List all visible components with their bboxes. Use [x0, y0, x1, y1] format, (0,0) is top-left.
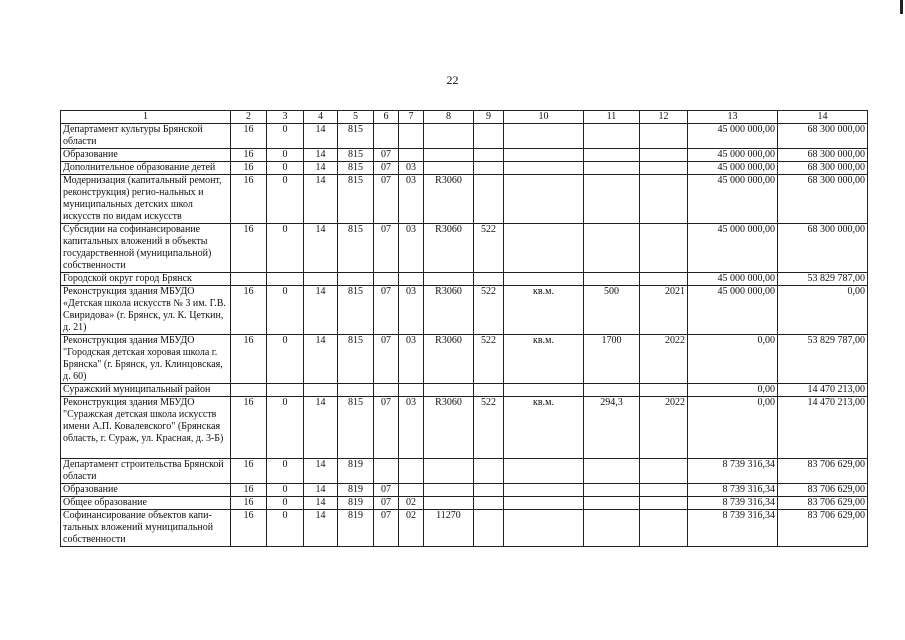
table-cell — [640, 162, 688, 175]
table-cell: 53 829 787,00 — [778, 335, 868, 384]
table-cell — [374, 384, 399, 397]
table-cell: 03 — [399, 335, 424, 384]
table-cell: 2021 — [640, 286, 688, 335]
table-cell — [399, 384, 424, 397]
table-cell — [474, 124, 504, 149]
table-cell — [474, 484, 504, 497]
table-row — [61, 162, 868, 175]
table-cell — [640, 273, 688, 286]
row-label-cell: Суражский муниципальный район — [61, 384, 231, 397]
table-cell: 815 — [338, 149, 374, 162]
table-cell: R3060 — [424, 397, 474, 459]
table-cell — [584, 162, 640, 175]
table-cell: 03 — [399, 162, 424, 175]
table-cell — [424, 273, 474, 286]
table-cell: 07 — [374, 510, 399, 547]
table-cell: 83 706 629,00 — [778, 510, 868, 547]
table-cell: 03 — [399, 397, 424, 459]
table-cell — [424, 459, 474, 484]
table-cell — [399, 459, 424, 484]
table-cell — [304, 273, 338, 286]
row-label-cell: Дополнительное образование детей — [61, 162, 231, 175]
table-row — [61, 286, 868, 335]
table-cell: 16 — [231, 162, 267, 175]
table-cell: 45 000 000,00 — [688, 273, 778, 286]
table-cell: 522 — [474, 397, 504, 459]
header-cell: 1 — [61, 111, 231, 124]
table-row — [61, 459, 868, 484]
table-cell — [640, 224, 688, 273]
table-cell: 0,00 — [778, 286, 868, 335]
table-cell — [504, 384, 584, 397]
header-cell: 10 — [504, 111, 584, 124]
table-cell: 0 — [267, 149, 304, 162]
table-cell: 819 — [338, 510, 374, 547]
table-cell: 03 — [399, 175, 424, 224]
table-cell: 07 — [374, 335, 399, 384]
table-cell: 14 — [304, 497, 338, 510]
table-cell: 815 — [338, 162, 374, 175]
header-cell: 14 — [778, 111, 868, 124]
table-cell — [399, 124, 424, 149]
table-cell — [267, 384, 304, 397]
table-cell: 16 — [231, 484, 267, 497]
table-cell — [584, 224, 640, 273]
table-row — [61, 273, 868, 286]
table-cell: 83 706 629,00 — [778, 484, 868, 497]
budget-table — [60, 110, 868, 547]
table-cell: 14 — [304, 459, 338, 484]
table-cell — [584, 459, 640, 484]
table-cell: 815 — [338, 224, 374, 273]
table-cell — [474, 149, 504, 162]
table-cell: 53 829 787,00 — [778, 273, 868, 286]
table-cell: 815 — [338, 124, 374, 149]
table-cell: 07 — [374, 286, 399, 335]
table-cell: 2022 — [640, 335, 688, 384]
table-cell: 0 — [267, 397, 304, 459]
table-cell — [231, 384, 267, 397]
table-cell — [584, 149, 640, 162]
row-label-cell: Общее образование — [61, 497, 231, 510]
table-cell — [504, 273, 584, 286]
table-cell — [640, 510, 688, 547]
table-cell — [374, 459, 399, 484]
table-cell: 0 — [267, 286, 304, 335]
table-cell: 68 300 000,00 — [778, 162, 868, 175]
header-cell: 8 — [424, 111, 474, 124]
table-cell — [504, 459, 584, 484]
row-label-cell: Образование — [61, 149, 231, 162]
table-cell — [584, 273, 640, 286]
table-cell: 815 — [338, 335, 374, 384]
table-cell: 16 — [231, 286, 267, 335]
table-cell: 07 — [374, 484, 399, 497]
table-cell: 815 — [338, 397, 374, 459]
table-row — [61, 384, 868, 397]
table-cell: кв.м. — [504, 286, 584, 335]
table-body — [61, 111, 868, 547]
table-cell: 16 — [231, 149, 267, 162]
table-cell: 45 000 000,00 — [688, 124, 778, 149]
table-cell: 02 — [399, 497, 424, 510]
table-cell: кв.м. — [504, 335, 584, 384]
row-label-cell: Образование — [61, 484, 231, 497]
row-label-cell: Софинансирование объектов капи-тальных вложений муниципальной собственности — [61, 510, 231, 547]
table-cell — [640, 497, 688, 510]
table-cell — [399, 273, 424, 286]
table-cell — [338, 273, 374, 286]
table-cell: 03 — [399, 224, 424, 273]
table-cell: 0,00 — [688, 397, 778, 459]
table-cell: 16 — [231, 497, 267, 510]
table-cell: 68 300 000,00 — [778, 175, 868, 224]
table-cell: 02 — [399, 510, 424, 547]
table-cell: 45 000 000,00 — [688, 224, 778, 273]
row-label-cell: Реконструкция здания МБУДО «Детская школа искусств № 3 им. Г.В. Свиридова» (г. Брянск, ул. К. Цеткин, д. 21) — [61, 286, 231, 335]
header-cell: 3 — [267, 111, 304, 124]
row-label-cell: Реконструкция здания МБУДО "Городская детская хоровая школа г. Брянска" (г. Брянск, ул. Клинцовская, д. 60) — [61, 335, 231, 384]
table-cell: 16 — [231, 459, 267, 484]
table-cell — [504, 175, 584, 224]
table-cell: 45 000 000,00 — [688, 162, 778, 175]
table-cell: 0 — [267, 124, 304, 149]
table-cell: 0 — [267, 224, 304, 273]
table-cell: 16 — [231, 224, 267, 273]
table-cell — [424, 124, 474, 149]
table-cell: 294,3 — [584, 397, 640, 459]
table-cell — [504, 124, 584, 149]
table-cell: 819 — [338, 484, 374, 497]
table-row — [61, 124, 868, 149]
table-cell: 14 — [304, 484, 338, 497]
row-label-cell: Департамент культуры Брянской области — [61, 124, 231, 149]
table-cell: 1700 — [584, 335, 640, 384]
table-cell — [640, 484, 688, 497]
table-cell — [424, 384, 474, 397]
table-cell: 03 — [399, 286, 424, 335]
table-cell — [584, 510, 640, 547]
table-row — [61, 175, 868, 224]
table-cell: 14 — [304, 175, 338, 224]
header-cell: 6 — [374, 111, 399, 124]
table-cell: 8 739 316,34 — [688, 510, 778, 547]
table-cell — [399, 149, 424, 162]
header-row — [61, 111, 868, 124]
table-cell — [474, 175, 504, 224]
table-cell — [374, 273, 399, 286]
table-cell: 0,00 — [688, 335, 778, 384]
table-row — [61, 510, 868, 547]
table-cell: 45 000 000,00 — [688, 286, 778, 335]
table-cell: 0 — [267, 497, 304, 510]
table-cell — [640, 175, 688, 224]
table-cell — [640, 459, 688, 484]
table-cell — [424, 149, 474, 162]
table-cell — [504, 162, 584, 175]
table-cell — [304, 384, 338, 397]
table-cell — [474, 273, 504, 286]
row-label-cell: Реконструкция здания МБУДО "Суражская детская школа искусств имени А.П. Ковалевского" (Брянская область, г. Сураж, ул. Красная, д. 3-Б) — [61, 397, 231, 459]
header-cell: 5 — [338, 111, 374, 124]
table-cell — [584, 384, 640, 397]
table-cell: 14 470 213,00 — [778, 384, 868, 397]
table-cell — [474, 384, 504, 397]
table-cell — [474, 459, 504, 484]
table-cell: 0 — [267, 162, 304, 175]
table-cell: R3060 — [424, 335, 474, 384]
table-cell: 14 — [304, 162, 338, 175]
table-cell: 16 — [231, 175, 267, 224]
table-cell: 500 — [584, 286, 640, 335]
table-cell: 8 739 316,34 — [688, 497, 778, 510]
table-cell: 68 300 000,00 — [778, 224, 868, 273]
table-cell — [584, 175, 640, 224]
table-cell — [374, 124, 399, 149]
table-cell: 2022 — [640, 397, 688, 459]
table-cell: 07 — [374, 162, 399, 175]
table-cell: 11270 — [424, 510, 474, 547]
row-label-cell: Модернизация (капитальный ремонт, реконструкция) регио-нальных и муниципальных детских школ искусств по видам искусств — [61, 175, 231, 224]
row-label-cell: Департамент строительства Брянской области — [61, 459, 231, 484]
table-cell — [267, 273, 304, 286]
table-cell: 83 706 629,00 — [778, 459, 868, 484]
table-row — [61, 149, 868, 162]
table-cell: 0 — [267, 175, 304, 224]
edge-mark — [900, 0, 903, 14]
table-cell: 07 — [374, 175, 399, 224]
table-cell — [399, 484, 424, 497]
table-cell: 14 470 213,00 — [778, 397, 868, 459]
table-cell: R3060 — [424, 224, 474, 273]
table-cell — [504, 149, 584, 162]
table-cell: 819 — [338, 497, 374, 510]
table-cell: 0,00 — [688, 384, 778, 397]
page-number: 22 — [446, 73, 459, 87]
table-cell — [584, 484, 640, 497]
table-row — [61, 224, 868, 273]
table-cell: 68 300 000,00 — [778, 124, 868, 149]
table-cell: 14 — [304, 286, 338, 335]
table-cell — [504, 484, 584, 497]
table-cell — [474, 162, 504, 175]
table-row — [61, 335, 868, 384]
table-cell — [504, 224, 584, 273]
table-cell — [504, 497, 584, 510]
table-cell: 16 — [231, 335, 267, 384]
table-cell — [474, 497, 504, 510]
table-cell — [424, 484, 474, 497]
table-row — [61, 397, 868, 459]
table-cell: 07 — [374, 149, 399, 162]
table-cell: 815 — [338, 175, 374, 224]
table-cell: R3060 — [424, 175, 474, 224]
header-cell: 2 — [231, 111, 267, 124]
table-cell — [424, 497, 474, 510]
table-cell: 14 — [304, 124, 338, 149]
table-cell: 16 — [231, 510, 267, 547]
table-cell: R3060 — [424, 286, 474, 335]
table-cell: 14 — [304, 224, 338, 273]
table-cell — [584, 497, 640, 510]
table-row — [61, 484, 868, 497]
table-cell: 45 000 000,00 — [688, 149, 778, 162]
table-cell — [584, 124, 640, 149]
table-cell: 0 — [267, 484, 304, 497]
table-cell: 07 — [374, 397, 399, 459]
table-cell: 45 000 000,00 — [688, 175, 778, 224]
table-cell: 8 739 316,34 — [688, 484, 778, 497]
table-cell: 0 — [267, 335, 304, 384]
table-cell: 14 — [304, 149, 338, 162]
table-cell: 815 — [338, 286, 374, 335]
table-cell — [504, 510, 584, 547]
table-cell: 522 — [474, 335, 504, 384]
table-cell: 0 — [267, 510, 304, 547]
header-cell: 13 — [688, 111, 778, 124]
table-cell: 83 706 629,00 — [778, 497, 868, 510]
table-cell: 8 739 316,34 — [688, 459, 778, 484]
table-cell — [640, 124, 688, 149]
table-cell — [474, 510, 504, 547]
header-cell: 11 — [584, 111, 640, 124]
row-label-cell: Субсидии на софинансирование капитальных вложений в объекты государственной (муниципальной) собственности — [61, 224, 231, 273]
table-cell — [231, 273, 267, 286]
table-cell: кв.м. — [504, 397, 584, 459]
table-cell: 68 300 000,00 — [778, 149, 868, 162]
table-cell — [640, 149, 688, 162]
table-cell — [640, 384, 688, 397]
table-cell: 0 — [267, 459, 304, 484]
table-cell: 16 — [231, 397, 267, 459]
table-cell: 16 — [231, 124, 267, 149]
table-cell: 522 — [474, 286, 504, 335]
table-cell: 14 — [304, 510, 338, 547]
table-cell: 819 — [338, 459, 374, 484]
header-cell: 9 — [474, 111, 504, 124]
table-cell: 14 — [304, 397, 338, 459]
header-cell: 12 — [640, 111, 688, 124]
table-cell: 522 — [474, 224, 504, 273]
table-cell: 07 — [374, 497, 399, 510]
row-label-cell: Городской округ город Брянск — [61, 273, 231, 286]
table-cell: 14 — [304, 335, 338, 384]
table-cell — [338, 384, 374, 397]
header-cell: 7 — [399, 111, 424, 124]
table-row — [61, 497, 868, 510]
table-cell: 07 — [374, 224, 399, 273]
table-cell — [424, 162, 474, 175]
header-cell: 4 — [304, 111, 338, 124]
